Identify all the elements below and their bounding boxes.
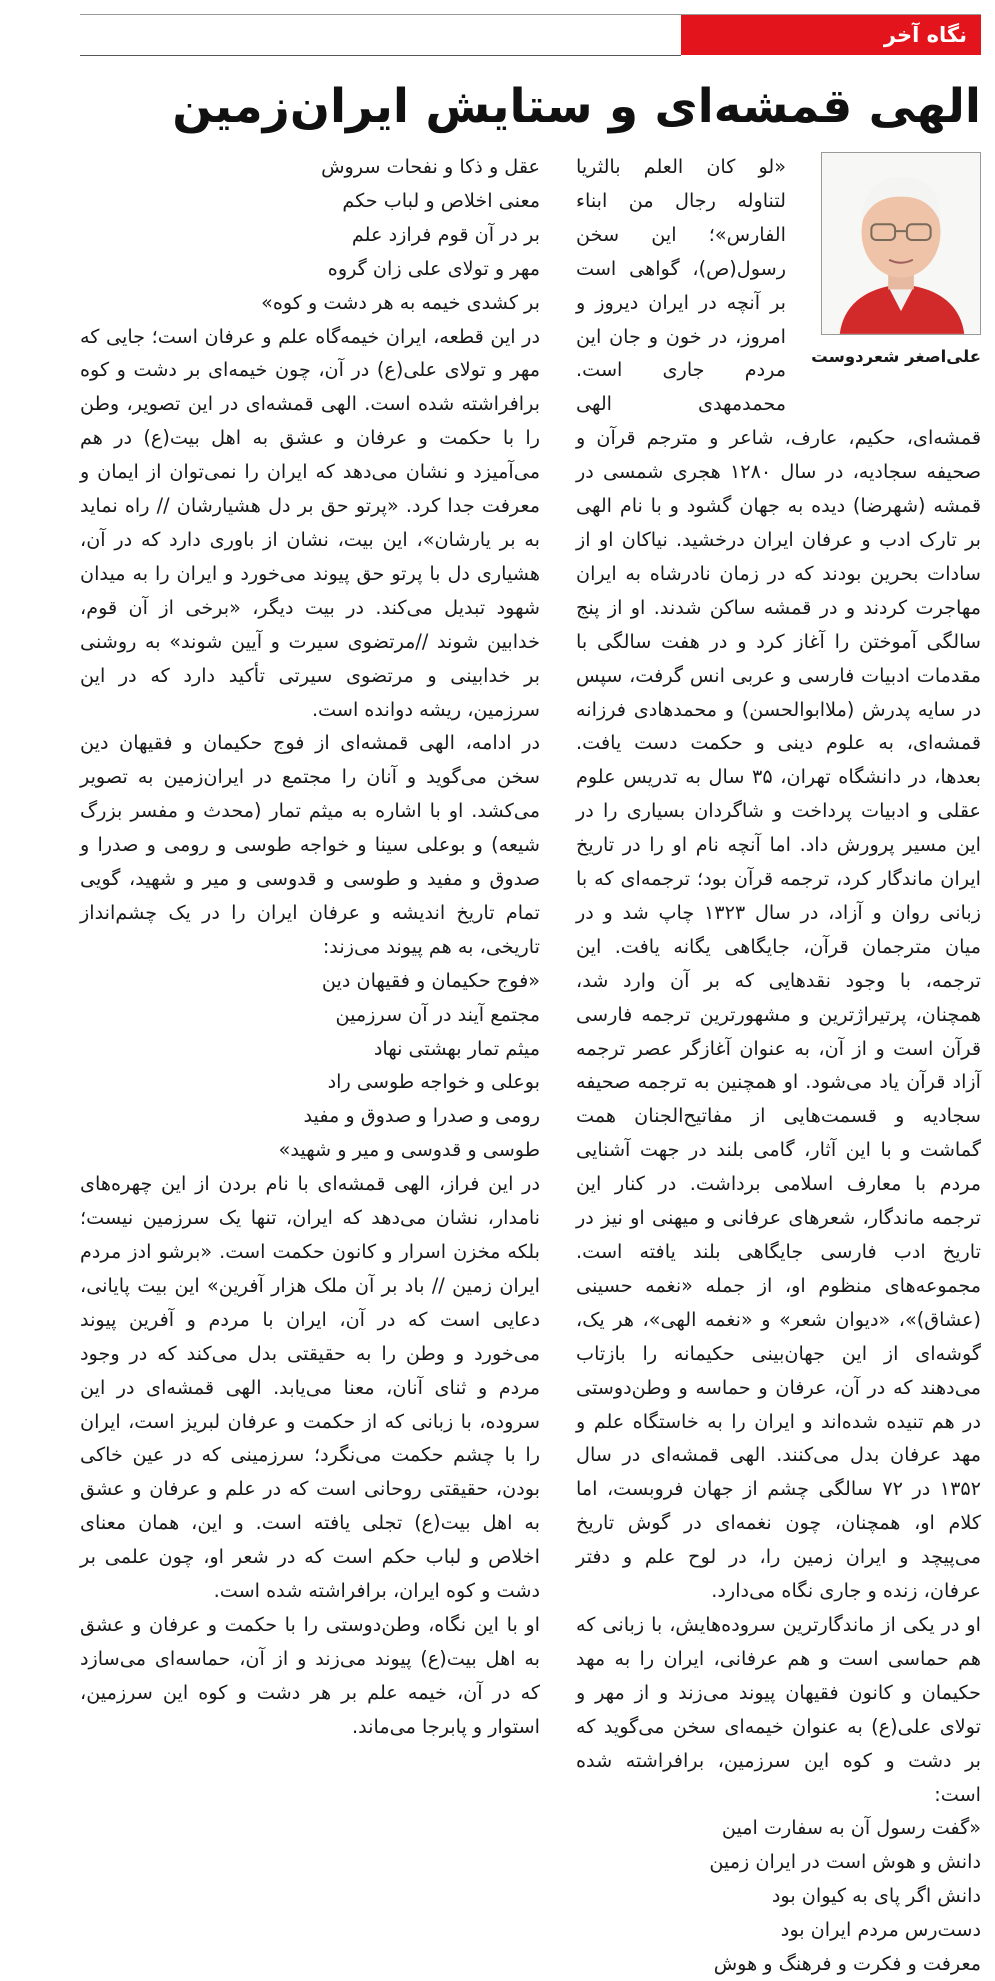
- poem-line: دست‌رس مردم ایران بود: [780, 1918, 981, 1942]
- left-poem-mid: [80, 964, 540, 1167]
- poem-line: مهر و تولای علی زان گروه: [327, 256, 540, 280]
- headline: الهی قمشه‌ای و ستایش ایران‌زمین: [172, 79, 981, 134]
- poem-line: دانش و هوش است در ایران زمین: [709, 1850, 981, 1874]
- poem-line: بر در آن قوم فرازد علم: [351, 222, 540, 246]
- poem-line: عقل و ذکا و نفحات سروش: [321, 155, 540, 178]
- poem-line: معنی اخلاص و لباب حکم: [342, 188, 540, 212]
- left-paragraph-1: در این قطعه، ایران خیمه‌گاه علم و عرفان است؛ جایی که مهر و تولای علی(ع) در آن، چون خیمه‌ای بر دشت و کوه برافراشته شده است. الهی قمشه‌ای در این تصویر، وطن را با حکمت و عرفان و عشق به اهل بیت(ع) در هم می‌آمیزد و نشان می‌دهد که ایران را نمی‌توان از ایمان و معرفت جدا کرد. «پرتو حق بر دل هشیارشان // راه نماید به بر یارشان»، این بیت، نشان از باوری دارد که در آن، هشیاری دل با پرتو حق پیوند می‌خورد و ایران را به میدان شهود تبدیل می‌کند. در بیت دیگر، «برخی از آن قوم، خدابین شوند //مرتضوی سیرت و آیین شوند» به روشنی بر خدابینی و مرتضوی سیرتی تأکید دارد که در این سرزمین، ریشه دوانده است.: [80, 324, 540, 721]
- poem-line: دانش اگر پای به کیوان بود: [771, 1884, 981, 1908]
- poem-line: طوسی و قدوسی و میر و شهید»: [278, 1138, 540, 1162]
- left-paragraph-3: در این فراز، الهی قمشه‌ای با نام بردن از این چهره‌های نامدار، نشان می‌دهد که ایران، تنها یک سرزمین نیست؛ بلکه مخزن اسرار و کانون حکمت است. «برشو ادز مردم ایران زمین // باد بر آن ملک هزار آفرین» این بیت پایانی، دعایی است که در آن، ایران با مردم و آفرین پیوند می‌خورد و وطن را به حقیقتی بدل می‌کند که در وجود مردم و ثنای آنان، معنا می‌یابد. الهی قمشه‌ای در این سروده، با زبانی که از حکمت و عرفان لبریز است، ایران را با چشم حکمت می‌نگرد؛ سرزمینی که در عین خاکی بودن، حقیقتی روحانی است که در علم و عرفان و عشق به اهل بیت(ع) تجلی یافته است. و این، همان معنای اخلاص و لباب حکم است که در شعر او، چون علمی بر دشت و کوه ایران، برافراشته شده است.: [80, 1172, 540, 1603]
- author-photo: [821, 152, 981, 335]
- left-paragraph-4: او با این نگاه، وطن‌دوستی را با حکمت و عرفان و عشق به اهل بیت(ع) پیوند می‌زند و از آن، حماسه‌ای می‌سازد که در آن، خیمه علم بر هر دشت و کوه این سرزمین، استوار و پابرجا می‌ماند.: [80, 1612, 540, 1738]
- left-column: [80, 150, 540, 1744]
- poem-line: معرفت و فکرت و فرهنگ و هوش: [713, 1952, 981, 1976]
- poem-line: «گفت رسول آن به سفارت امین: [721, 1816, 981, 1840]
- poem-line: «فوج حکیمان و فقیهان دین: [321, 968, 540, 992]
- author-block: [798, 152, 981, 394]
- poem-line: بر کشدی خیمه به هر دشت و کوه»: [261, 290, 540, 314]
- right-poem: [576, 1811, 981, 1981]
- left-poem-top: [80, 150, 540, 320]
- right-column: [576, 150, 981, 1981]
- poem-line: مجتمع آیند در آن سرزمین: [335, 1002, 540, 1026]
- section-label: نگاه آخر: [681, 15, 981, 55]
- left-paragraph-2: در ادامه، الهی قمشه‌ای از فوج حکیمان و فقیهان دین سخن می‌گوید و آنان را مجتمع در ایران‌زمین به تصویر می‌کشد. او با اشاره به میثم تمار (محدث و مفسر بزرگ شیعه) و بوعلی سینا و خواجه طوسی و رومی و صدرا و صدوق و مفید و طوسی و قدوسی و میر و شهید، گویی تمام تاریخ اندیشه و عرفان ایران را در یک چشم‌انداز تاریخی، به هم پیوند می‌زند:: [80, 731, 540, 958]
- author-caption: علی‌اصغر شعردوست: [811, 347, 981, 366]
- right-paragraph-2: او در یکی از ماندگارترین سروده‌هایش، با زبانی که هم حماسی است و هم عرفانی، ایران را به مهد حکیمان و کانون فقیهان پیوند می‌زند و از مهر و تولای علی(ع) به عنوان خیمه‌ای سخن می‌گوید که بر دشت و کوه این سرزمین، برافراشته شده است:: [576, 1612, 981, 1806]
- right-paragraph-1: «لو كان العلم بالثريا لتناوله رجال من ابناء الفارس»؛ این سخن رسول(ص)، گواهی است بر آنچه در ایران دیروز و امروز، در خون و جان این مردم جاری است. محمدمهدی الهی قمشه‌ای، حکیم، عارف، شاعر و مترجم قرآن و صحیفه سجادیه، در سال ۱۲۸۰ هجری شمسی در قمشه (شهرضا) دیده به جهان گشود و با نام الهی بر تارک ادب و عرفان ایران درخشید. نیاکان او از سادات بحرین بودند که در زمان نادرشاه به ایران مهاجرت کردند و در قمشه ساکن شدند. او از پنج سالگی آموختن را آغاز کرد و در هفت سالگی با مقدمات ادبیات فارسی و عربی انس گرفت، سپس در سایه پدرش (ملاابوالحسن) و محمدهادی فرزانه قمشه‌ای، به علوم دینی و حکمت دست یافت. بعدها، در دانشگاه تهران، ۳۵ سال به تدریس علوم عقلی و ادبیات پرداخت و شاگردان بسیاری را در این مسیر پرورش داد. اما آنچه نام او را در تاریخ ایران ماندگار کرد، ترجمه قرآن بود؛ ترجمه‌ای که با زبانی روان و آزاد، در سال ۱۳۲۳ چاپ شد و در میان مترجمان قرآن، جایگاهی یگانه یافت. این ترجمه، با وجود نقدهایی که بر آن وارد شد، همچنان، پرتیراژترین و مشهورترین ترجمه فارسی قرآن است و از آن، به عنوان آغازگر عصر ترجمه آزاد قرآن یاد می‌شود. او همچنین به ترجمه صحیفه سجادیه و قسمت‌هایی از مفاتیح‌الجنان همت گماشت و با این آثار، گامی بلند در جهت آشنایی مردم با معارف اسلامی برداشت. در کنار این ترجمه ماندگار، شعرهای عرفانی و میهنی او نیز در تاریخ ادب فارسی جایگاهی بلند یافته است. مجموعه‌های منظوم او، از جمله «نغمه حسینی (عشاق)»، «دیوان شعر» و «نغمه الهی»، هر یک، گوشه‌ای از این جهان‌بینی حکیمانه را بازتاب می‌دهند که در آن، عرفان و حماسه و وطن‌دوستی در هم تنیده شده‌اند و ایران را به خاستگاه علم و مهد عرفان بدل می‌کنند. الهی قمشه‌ای در سال ۱۳۵۲ در ۷۲ سالگی چشم از جهان فروبست، اما کلام او، همچنان، چون نغمه‌ای در گوش تاریخ می‌پیچد و ایران زمین را، در لوح علم و دفتر عرفان، زنده و جاری نگاه می‌دارد.: [576, 155, 981, 1603]
- author-portrait-icon: [822, 153, 980, 334]
- poem-line: میثم تمار بهشتی نهاد: [373, 1036, 540, 1060]
- poem-line: رومی و صدرا و صدوق و مفید: [303, 1104, 540, 1128]
- poem-line: بوعلی و خواجه طوسی راد: [327, 1070, 540, 1094]
- section-rule: [80, 55, 681, 56]
